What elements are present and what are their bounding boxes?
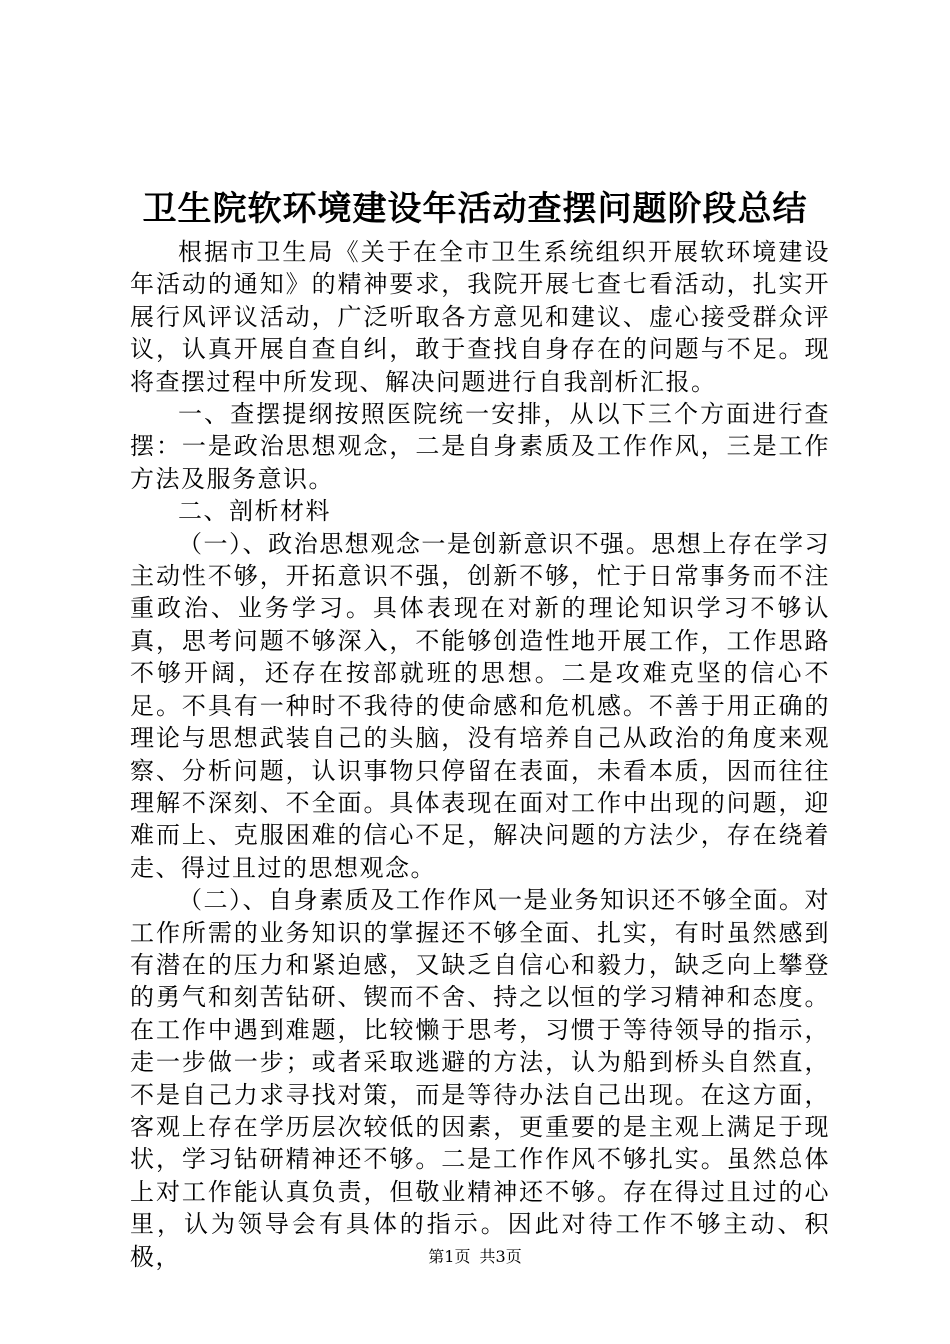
paragraph-section-heading: 二、剖析材料 [178, 497, 331, 526]
page-footer [0, 1246, 950, 1268]
document-body [130, 236, 830, 1273]
page-total: 共3页 [479, 1247, 522, 1266]
paragraph-self-quality: （二）、自身素质及工作作风一是业务知识还不够全面。对工作所需的业务知识的掌握还不够全面、扎实，有时虽然感到有潜在的压力和紧迫感，又缺乏自信心和毅力，缺乏向上攀登的勇气和刻苦钻研、锲而不舍、持之以恒的学习精神和态度。在工作中遇到难题，比较懒于思考，习惯于等待领导的指示，走一步做一步；或者采取逃避的方法，认为船到桥头自然直，不是自己力求寻找对策，而是等待办法自己出现。在这方面，客观上存在学历层次较低的因素，更重要的是主观上满足于现状，学习钻研精神还不够。二是工作作风不够扎实。虽然总体上对工作能认真负责，但敬业精神还不够。存在得过且过的心里，认为领导会有具体的指示。因此对待工作不够主动、积极， [130, 886, 830, 1271]
document-title: 卫生院软环境建设年活动查摆问题阶段总结 [142, 189, 808, 229]
paragraph-political-thought: （一）、政治思想观念一是创新意识不强。思想上存在学习主动性不够，开拓意识不强，创新不够，忙于日常事务而不注重政治、业务学习。具体表现在对新的理论知识学习不够认真，思考问题不够深入，不能够创造性地开展工作，工作思路不够开阔，还存在按部就班的思想。二是攻难克坚的信心不足。不具有一种时不我待的使命感和危机感。不善于用正确的理论与思想武装自己的头脑，没有培养自己从政治的角度来观察、分析问题，认识事物只停留在表面，未看本质，因而往往理解不深刻、不全面。具体表现在面对工作中出现的问题，迎难而上、克服困难的信心不足，解决问题的方法少，存在绕着走、得过且过的思想观念。 [130, 529, 830, 882]
paragraph-intro: 根据市卫生局《关于在全市卫生系统组织开展软环境建设年活动的通知》的精神要求，我院开展七查七看活动，扎实开展行风评议活动，广泛听取各方意见和建议、虚心接受群众评议，认真开展自查自纠，敢于查找自身存在的问题与不足。现将查摆过程中所发现、解决问题进行自我剖析汇报。 [130, 238, 830, 396]
page-number: 第1页 [428, 1247, 471, 1266]
paragraph-outline: 一、查摆提纲按照医院统一安排，从以下三个方面进行查摆：一是政治思想观念，二是自身素质及工作作风，三是工作方法及服务意识。 [130, 400, 830, 493]
